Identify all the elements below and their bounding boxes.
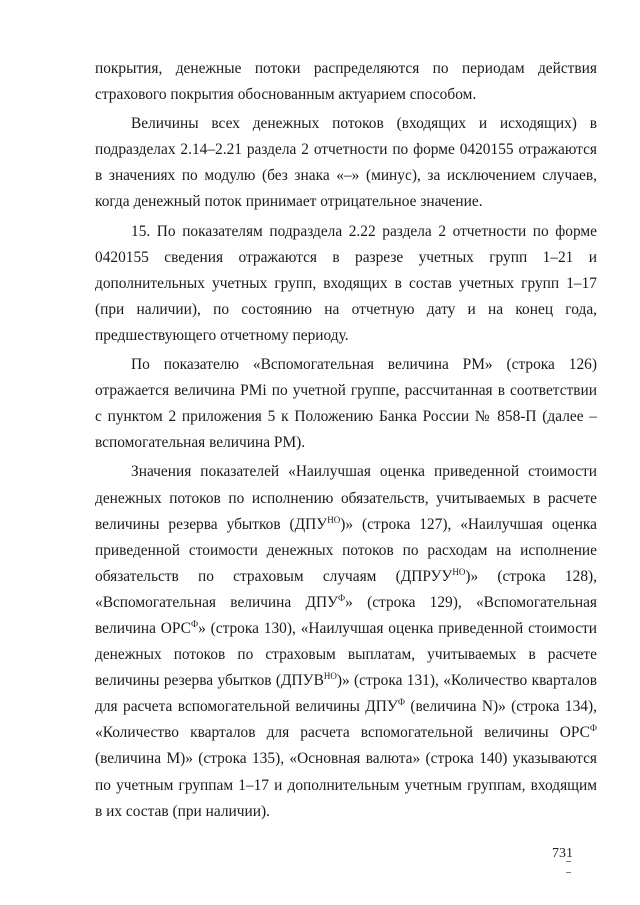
page-number: 731 <box>552 846 573 861</box>
paragraph-text: Величины всех денежных потоков (входящих и исходящих) в подразделах 2.14–2.21 раздела 2 отчетности по форме 0420155 отражаются в значениях по модулю (без знака «–» (минус), за исключением случаев, когда денежный поток принимает отрицательное значение. <box>95 115 597 211</box>
paragraph-text: (величина М)» (строка 135), «Основная валюта» (строка 140) указываются по учетным группам 1–17 и дополнительным учетным группам, входящим в их состав (при наличии). <box>95 750 597 820</box>
paragraph-text: Значения показателей «Наилучшая оценка приведенной стоимости денежных потоков по исполнению обязательств, учитываемых в расчете величины резерва убытков (ДПУ <box>95 463 597 533</box>
superscript: НО <box>327 514 341 525</box>
superscript: Ф <box>397 697 405 708</box>
paragraph-text: )» (строка 127), «Наилучшая оценка приведенной стоимости денежных потоков по расходам на исполнение обязательств по страховым случаям (ДПРУУ <box>95 515 598 585</box>
paragraph-text: 15. По показателям подраздела 2.22 раздела 2 отчетности по форме 0420155 сведения отражаются в разрезе учетных групп 1–21 и дополнительных учетных групп, входящих в состав учетных групп 1–17 (при наличии), по состоянию на отчетную дату и на конец года, предшествующего отчетному периоду. <box>95 222 597 344</box>
superscript: Ф <box>338 592 346 603</box>
paragraph-text: » (строка 129), «Вспомогательная величина ОРС <box>95 593 597 637</box>
scan-mark <box>566 861 571 862</box>
paragraph-text: )» (строка 131), «Количество кварталов для расчета вспомогательной величины ДПУ <box>95 672 598 716</box>
paragraph-text: покрытия, денежные потоки распределяются по периодам действия страхового покрытия обоснованным актуарием способом. <box>95 60 597 104</box>
paragraph-text: » (строка 130), «Наилучшая оценка приведенной стоимости денежных потоков по страховым выплатам, учитываемых в расчете величины резерва убытков (ДПУВ <box>95 619 597 690</box>
superscript: Ф <box>190 618 199 629</box>
superscript: НО <box>323 671 337 682</box>
paragraph-item-15 <box>95 219 597 349</box>
paragraph-text: (величина N)» (строка 134), «Количество кварталов для расчета вспомогательной величины ОРС <box>95 698 597 742</box>
superscript: Ф <box>589 723 597 734</box>
paragraph-text: По показателю «Вспомогательная величина РМ» (строка 126) отражается величина РМi по учетной группе, рассчитанная в соответствии с пунктом 2 приложения 5 к Положению Банка России № 858-П (далее – вспомогательная величина РМ). <box>95 356 597 452</box>
paragraph-continuation <box>95 56 597 108</box>
superscript: НО <box>452 566 466 577</box>
paragraph-auxiliary-pm <box>95 352 597 456</box>
document-page <box>95 56 597 825</box>
paragraph-cash-flows-modulus <box>95 111 597 215</box>
paragraph-indicator-values <box>95 459 597 824</box>
paragraph-text: )» (строка 128), «Вспомогательная величина ДПУ <box>95 567 597 611</box>
scan-mark <box>566 872 571 873</box>
